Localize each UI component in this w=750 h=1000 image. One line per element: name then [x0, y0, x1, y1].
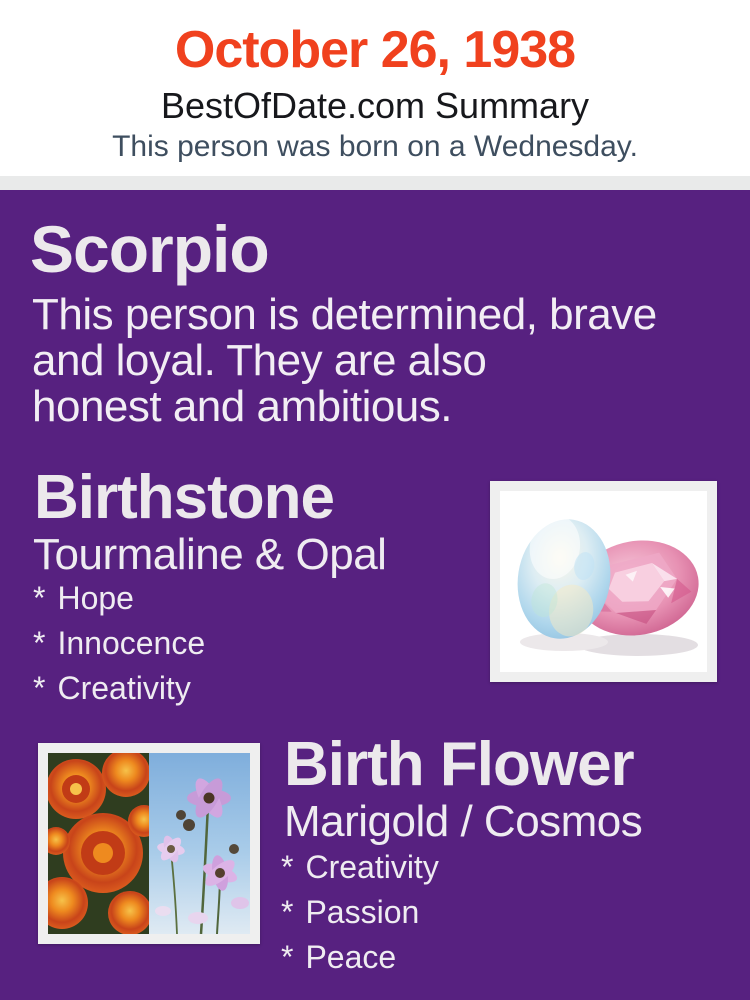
zodiac-description-line: honest and ambitious.: [32, 382, 453, 431]
cosmos-photo-half: [149, 753, 250, 934]
asterisk-bullet: *: [33, 580, 46, 616]
asterisk-bullet: *: [281, 849, 294, 885]
asterisk-bullet: *: [33, 670, 46, 706]
birth-flower-heading: Birth Flower: [284, 730, 634, 799]
trait-label: Innocence: [57, 625, 206, 661]
birth-flower-image: [38, 743, 260, 944]
trait-label: Creativity: [57, 670, 191, 706]
birthstone-names: Tourmaline & Opal: [33, 530, 387, 579]
trait-item: [281, 851, 439, 883]
trait-label: Creativity: [305, 849, 439, 885]
date-title: October 26, 1938: [174, 21, 576, 79]
trait-item: [281, 896, 439, 928]
marigold-cosmos-illustration: [48, 753, 250, 934]
site-summary: BestOfDate.com Summary: [160, 85, 590, 126]
birth-flower-trait-list: [281, 851, 439, 986]
zodiac-description-line: This person is determined, brave: [32, 290, 657, 339]
asterisk-bullet: *: [281, 894, 294, 930]
summary-panel: [0, 190, 750, 1000]
birthstone-heading: Birthstone: [34, 463, 334, 532]
divider-bar: [0, 176, 750, 190]
birthstone-trait-list: [33, 582, 205, 717]
trait-label: Hope: [57, 580, 134, 616]
asterisk-bullet: *: [281, 939, 294, 975]
birthstone-image: [490, 481, 717, 682]
zodiac-description: [32, 292, 657, 430]
trait-item: [281, 941, 439, 973]
trait-label: Passion: [305, 894, 420, 930]
header: [0, 0, 750, 176]
zodiac-sign-heading: Scorpio: [30, 212, 269, 286]
marigold-photo-half: [48, 753, 160, 934]
trait-item: [33, 627, 205, 659]
asterisk-bullet: *: [33, 625, 46, 661]
zodiac-description-line: and loyal. They are also: [32, 336, 487, 385]
birth-flower-names: Marigold / Cosmos: [284, 797, 643, 846]
trait-label: Peace: [305, 939, 397, 975]
born-day-line: This person was born on a Wednesday.: [112, 130, 638, 163]
opal-tourmaline-illustration: [500, 491, 707, 672]
trait-item: [33, 672, 205, 704]
trait-item: [33, 582, 205, 614]
